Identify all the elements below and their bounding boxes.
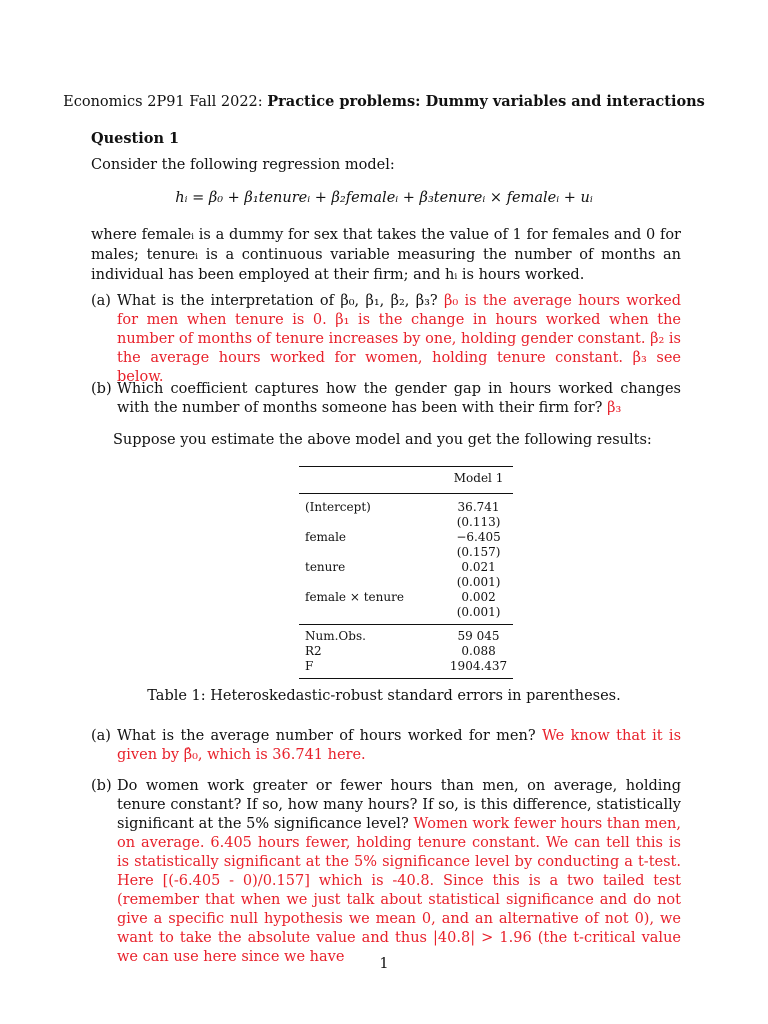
part-a2 xyxy=(91,727,681,765)
row-se: (0.157) xyxy=(456,545,501,559)
document-title: Practice problems: Dummy variables and interactions xyxy=(267,93,705,110)
row-coef: 36.741 xyxy=(457,500,500,514)
row-se: (0.113) xyxy=(456,515,501,529)
part-b-question: Which coefficient captures how the gender gap in hours worked changes with the number of months someone has been with their firm for? xyxy=(117,381,681,416)
part-b2 xyxy=(91,777,681,967)
row-se: (0.001) xyxy=(456,575,501,589)
row-name: female × tenure xyxy=(305,590,404,604)
row-se: (0.001) xyxy=(456,605,501,619)
row-coef: −6.405 xyxy=(456,530,501,544)
stat-name: F xyxy=(305,659,314,673)
stat-value: 59 045 xyxy=(457,629,500,643)
row-name: (Intercept) xyxy=(305,500,371,514)
part-b2-question: Do women work greater or fewer hours than men, on average, holding tenure constant? If so, how many hours? If so, is this difference, statistically significant at the 5% significance level? xyxy=(117,778,681,832)
row-name: female xyxy=(305,530,347,544)
part-b xyxy=(91,380,681,418)
part-a2-label: (a) xyxy=(91,728,111,744)
part-b2-answer: Women work fewer hours than men, on average. 6.405 hours fewer, holding tenure constant. We can tell this is is statistically significant at the 5% significance level by conducting a t-test. Here [(-6.405 - 0)/0.157] which is -40.8. Since this is a two tailed test (remember that when we just talk about statistical significance and do not give a specific null hypothesis we mean 0, and an alternative of not 0), we want to take the absolute value and thus |40.8| > 1.96 (the t-critical value we can use here since we have xyxy=(117,816,681,965)
stat-name: R2 xyxy=(305,644,322,658)
part-a2-question: What is the average number of hours worked for men? xyxy=(117,728,536,744)
part-b-answer: β₃ xyxy=(607,400,622,416)
part-a-label: (a) xyxy=(91,293,111,309)
stat-value: 1904.437 xyxy=(449,659,508,673)
intro-text: Consider the following regression model: xyxy=(91,157,395,173)
part-b2-label: (b) xyxy=(91,778,112,794)
page-header xyxy=(0,93,768,110)
part-b-label: (b) xyxy=(91,381,112,397)
course-label: Economics 2P91 Fall 2022: xyxy=(63,94,263,110)
table-column-header: Model 1 xyxy=(453,471,504,485)
regression-results-table xyxy=(299,466,513,679)
row-name: tenure xyxy=(305,560,346,574)
suppose-text: Suppose you estimate the above model and you get the following results: xyxy=(113,432,652,448)
part-a2-answer: We know that it is given by β̂₀, which is 36.741 here. xyxy=(117,728,682,763)
question-heading: Question 1 xyxy=(91,130,180,147)
table-caption: Table 1: Heteroskedastic-robust standard errors in parentheses. xyxy=(147,688,621,704)
stat-value: 0.088 xyxy=(461,644,496,658)
part-a-question: What is the interpretation of β₀, β₁, β₂, β₃? xyxy=(117,293,438,309)
stat-name: Num.Obs. xyxy=(305,629,366,643)
part-a-answer: β₀ is the average hours worked for men when tenure is 0. β₁ is the change in hours worked when the number of months of tenure increases by one, holding gender constant. β₂ is the average hours worked for women, holding tenure constant. β₃ see below. xyxy=(117,293,681,385)
variable-definition: where femaleᵢ is a dummy for sex that takes the value of 1 for females and 0 for males; tenureᵢ is a continuous variable measuring the number of months an individual has been employed at their firm; and hᵢ is hours worked. xyxy=(91,227,681,283)
row-coef: 0.002 xyxy=(461,590,496,604)
part-a xyxy=(91,292,681,387)
page-number: 1 xyxy=(379,956,389,972)
row-coef: 0.021 xyxy=(461,560,496,574)
regression-equation: hᵢ = β₀ + β₁tenureᵢ + β₂femaleᵢ + β₃tenureᵢ × femaleᵢ + uᵢ xyxy=(175,190,593,206)
